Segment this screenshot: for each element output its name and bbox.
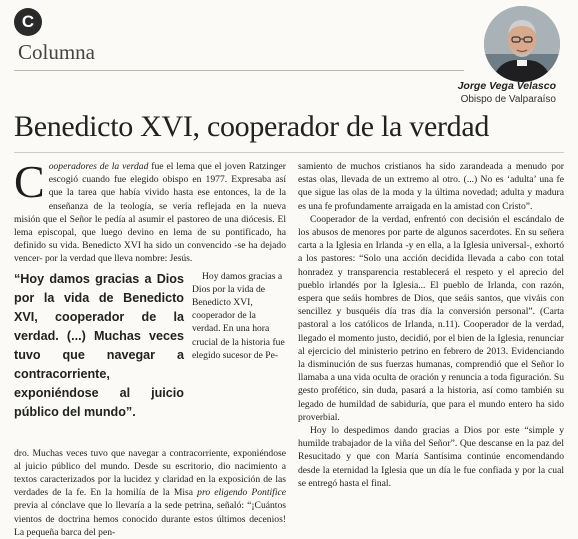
author-role: Obispo de Valparaíso — [460, 94, 556, 105]
right-paragraph-2: Cooperador de la verdad, enfrentó con decisión el escándalo de los abusos de menores por parte de algunos sacerdotes. En su señera carta a la Iglesia en Irlanda -y en ella, a la Iglesia universal-, exhortó a los pastores: “Solo una acción decidida llevada a cabo con total honradez y transparencia restablecerá el respeto y el aprecio del pueblo irlandés por la Iglesia... El pueblo de Irlanda, con razón, espera que seáis hombres de Dios, que seáis santos, que viváis con sencillez y busquéis día tras día la conversión personal”. (Carta pastoral a los católicos de Irlanda, n.11). Cooperador de la verdad, llegado el momento justo, decidió, por el bien de la Iglesia, renunciar al ejercicio del ministerio petrino en febrero de 2013. Evidenciando la disminución de sus fuerzas humanas, comprendió que el Señor lo llamaba a una vida oculta de oración y renuncia a toda figuración. Su gesto profético, sin duda, pasará a la historia, así como también su legado de humildad de sabiduría, que para el mundo entero ha sido proverbial. — [298, 213, 564, 423]
author-portrait-illustration — [484, 6, 560, 82]
author-name: Jorge Vega Velasco — [457, 80, 556, 92]
section-label: Columna — [18, 40, 95, 64]
intro-italic: ooperadores de la verdad — [48, 161, 149, 172]
pullquote-block — [14, 270, 286, 445]
author-portrait — [484, 6, 560, 82]
side-column-text — [192, 270, 286, 362]
right-paragraph-1: samiento de muchos cristianos ha sido zarandeada a menudo por estas olas, llevada de un extremo al otro. (...) No es ‘adulta’ una fe que sigue las olas de la moda y la última novedad; adulta y madura es una fe profundamente arraigada en la amistad con Cristo”. — [298, 161, 564, 212]
article-column-left — [14, 156, 287, 539]
left-continued-paragraph — [14, 447, 286, 539]
left-continued-italic: pro eligendo Pontifice — [197, 487, 287, 499]
headline-divider — [14, 152, 564, 153]
left-continued-text-a: dro. Muchas veces tuvo que navegar a contracorriente, exponiéndose al juicio público del mundo. Desde su escritorio, dio nacimiento a textos caracterizados por la lucidez y claridad en la exposición de las verdades de la fe. En la homilía de la Misa — [14, 447, 286, 499]
header-divider — [14, 70, 464, 71]
intro-text: fue el lema que el joven Ratzinger escogió cuando fue elegido obispo en 1977. Expresaba así que la tarea que había vivido hasta ese entonces, la de la enseñanza de la teología, se vería reflejada en la nueva misión que el Señor le pedía al asumir el pastoreo de una diócesis. El lema episcopal, que luego devino en lema de su pontificado, ha definido su vida. Benedicto XVI ha sido un convencido -se ha dejado vencer- por la verdad que lleva nombre: Jesús. — [14, 161, 287, 265]
side-paragraph: Hoy damos gracias a Dios por la vida de Benedicto XVI, cooperador de la verdad. En una hora crucial de la historia fue elegido sucesor de Pe- — [192, 270, 285, 361]
intro-paragraph — [14, 156, 287, 266]
right-paragraph-3: Hoy lo despedimos dando gracias a Dios por este “simple y humilde trabajador de la viña del Señor”. Que descanse en la paz del Resucitado y que con María Santísima continúe encomendando desde la eternidad la Iglesia que un día le fue confiada y por la cual se entregó hasta el final. — [298, 425, 564, 489]
article-column-right — [298, 160, 564, 490]
article-headline: Benedicto XVI, cooperador de la verdad — [14, 110, 490, 143]
pull-quote: “Hoy damos gracias a Dios por la vida de Benedicto XVI, cooperador de la verdad. (...) Muchas veces tuvo que navegar a contracorriente, exponiéndose al juicio público del mundo”. — [14, 271, 184, 419]
section-badge: C — [14, 8, 42, 36]
drop-cap: C — [14, 156, 45, 207]
left-continued-text-b: previa al cónclave que lo llevaría a la sede petrina, señaló: “¡Cuántos vientos de doctrina hemos conocido durante estos últimos decenios! La pequeña barca del pen- — [14, 500, 286, 538]
